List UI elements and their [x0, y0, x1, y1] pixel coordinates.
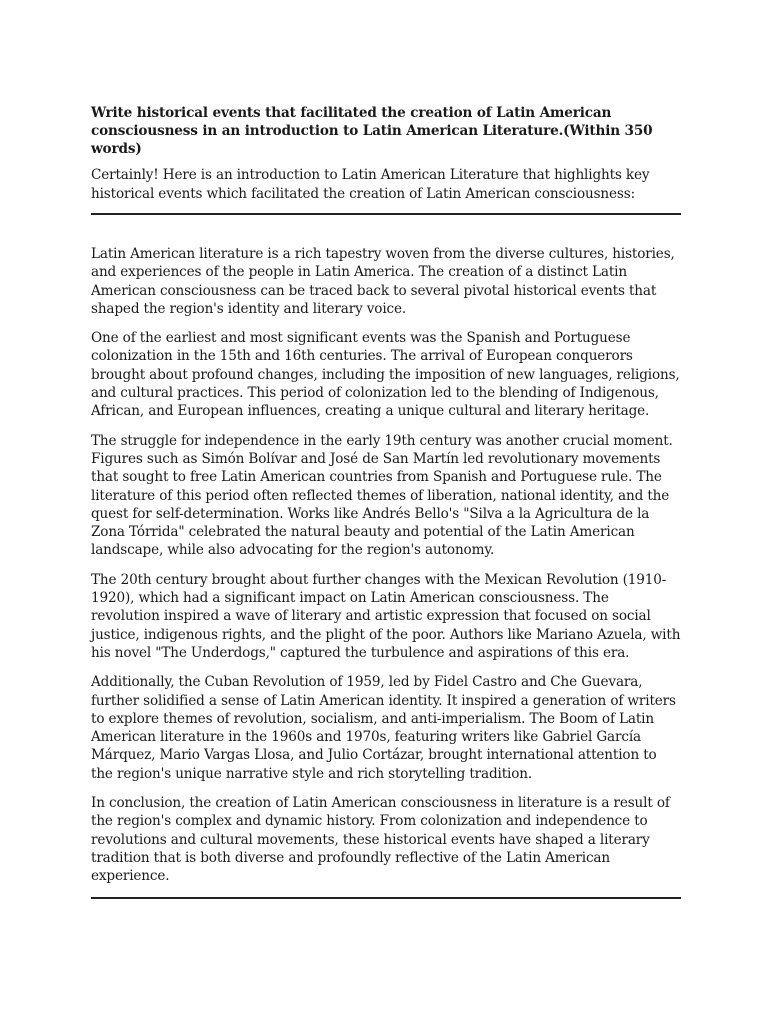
document-page	[91, 104, 681, 899]
body-paragraph-cuban-revolution: Additionally, the Cuban Revolution of 1959, led by Fidel Castro and Che Guevara, further solidified a sense of Latin American identity. It inspired a generation of writers to explore themes of revolution, socialism, and anti-imperialism. The Boom of Latin American literature in the 1960s and 1970s, featuring writers like Gabriel García Márquez, Mario Vargas Llosa, and Julio Cortázar, brought international attention to the region's unique narrative style and rich storytelling tradition.	[91, 674, 676, 782]
bottom-divider	[91, 897, 681, 899]
question-heading: Write historical events that facilitated the creation of Latin American consciousness in an introduction to Latin American Literature.(Within 350 words)	[91, 105, 653, 157]
body-paragraph-colonization: One of the earliest and most significant events was the Spanish and Portuguese colonization in the 15th and 16th centuries. The arrival of European conquerors brought about profound changes, including the imposition of new languages, religions, and cultural practices. This period of colonization led to the blending of Indigenous, African, and European influences, creating a unique cultural and literary heritage.	[91, 330, 680, 420]
body-paragraph-independence: The struggle for independence in the early 19th century was another crucial moment. Figures such as Simón Bolívar and José de San Martín led revolutionary movements that sought to free Latin American countries from Spanish and Portuguese rule. The literature of this period often reflected themes of liberation, national identity, and the quest for self-determination. Works like Andrés Bello's "Silva a la Agricultura de la Zona Tórrida" celebrated the natural beauty and potential of the Latin American landscape, while also advocating for the region's autonomy.	[91, 432, 673, 559]
body-paragraph-mexican-revolution: The 20th century brought about further changes with the Mexican Revolution (1910-1920), which had a significant impact on Latin American consciousness. The revolution inspired a wave of literary and artistic expression that focused on social justice, indigenous rights, and the plight of the poor. Authors like Mariano Azuela, with his novel "The Underdogs," captured the turbulence and aspirations of this era.	[91, 571, 681, 661]
answer-intro: Certainly! Here is an introduction to Latin American Literature that highlights key historical events which facilitated the creation of Latin American consciousness:	[91, 167, 650, 202]
body-paragraph-conclusion: In conclusion, the creation of Latin American consciousness in literature is a result of the region's complex and dynamic history. From colonization and independence to revolutions and cultural movements, these historical events have shaped a literary tradition that is both diverse and profoundly reflective of the Latin American experience.	[91, 795, 670, 885]
top-divider	[91, 213, 681, 215]
body-paragraph-intro: Latin American literature is a rich tapestry woven from the diverse cultures, histories, and experiences of the people in Latin America. The creation of a distinct Latin American consciousness can be traced back to several pivotal historical events that shaped the region's identity and literary voice.	[91, 246, 675, 317]
